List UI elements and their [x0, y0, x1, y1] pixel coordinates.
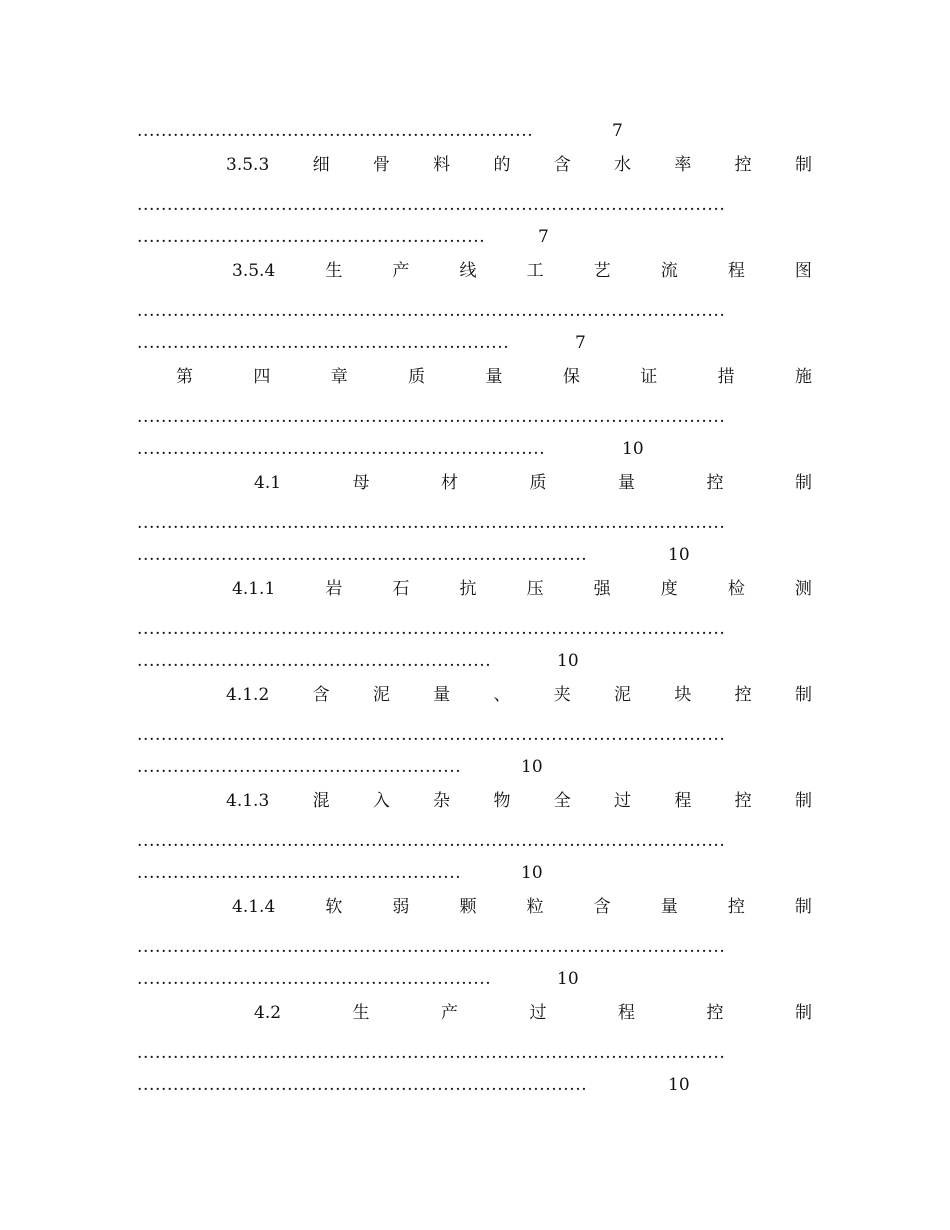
title-char: 量 — [617, 473, 635, 493]
page-number: 10 — [668, 545, 690, 565]
toc-entry-title — [0, 680, 950, 710]
title-char: 艺 — [593, 261, 611, 281]
dot-leader: ...................................................... — [137, 863, 462, 883]
page-number: 10 — [668, 1075, 690, 1095]
title-char: 强 — [593, 579, 611, 599]
toc-leader-line — [0, 434, 950, 464]
toc-entry-title — [0, 150, 950, 180]
toc-entry-title — [0, 892, 950, 922]
title-char: 线 — [459, 261, 477, 281]
toc-leader-line — [0, 508, 950, 538]
title-char: 杂 — [433, 791, 451, 811]
toc-entry-title — [0, 786, 950, 816]
title-char: 料 — [433, 155, 451, 175]
dot-leader: ...................................................... — [137, 757, 462, 777]
title-char: 过 — [529, 1003, 547, 1023]
toc-entry-title — [0, 256, 950, 286]
title-char: 控 — [734, 155, 752, 175]
title-char: 措 — [717, 367, 735, 387]
toc-entry-title — [0, 574, 950, 604]
toc-continuation-line — [0, 116, 950, 146]
title-char: 软 — [325, 897, 343, 917]
title-char: 抗 — [459, 579, 477, 599]
page-number: 10 — [521, 757, 543, 777]
title-char: 制 — [794, 791, 812, 811]
toc-leader-line — [0, 826, 950, 856]
title-char: 控 — [734, 685, 752, 705]
toc-leader-line — [0, 1038, 950, 1068]
title-char: 粒 — [526, 897, 544, 917]
title-char: 控 — [706, 1003, 724, 1023]
title-char: 保 — [562, 367, 580, 387]
title-char: 细 — [312, 155, 330, 175]
title-char: 证 — [640, 367, 658, 387]
title-char: 程 — [674, 791, 692, 811]
section-number: 4.1.2 — [226, 685, 270, 705]
title-char: 检 — [727, 579, 745, 599]
toc-leader-line — [0, 540, 950, 570]
section-number: 4.2 — [254, 1003, 282, 1023]
page-number: 10 — [622, 439, 644, 459]
title-char: 物 — [493, 791, 511, 811]
title-char: 控 — [706, 473, 724, 493]
page-number: 7 — [575, 333, 586, 353]
section-number: 4.1.3 — [226, 791, 270, 811]
section-number: 4.1 — [254, 473, 282, 493]
dot-leader: .................................................................................................. — [137, 407, 726, 427]
title-char: 程 — [617, 1003, 635, 1023]
dot-leader: ........................................................................... — [137, 545, 588, 565]
title-char: 水 — [614, 155, 632, 175]
toc-leader-line — [0, 296, 950, 326]
dot-leader: .................................................................................................. — [137, 1043, 726, 1063]
dot-leader: .................................................................................................. — [137, 725, 726, 745]
title-char: 测 — [794, 579, 812, 599]
title-char: 弱 — [392, 897, 410, 917]
page-number: 10 — [521, 863, 543, 883]
toc-leader-line — [0, 402, 950, 432]
toc-leader-line — [0, 222, 950, 252]
toc-entry-title — [0, 468, 950, 498]
title-char: 岩 — [325, 579, 343, 599]
toc-leader-line — [0, 752, 950, 782]
title-char: 质 — [408, 367, 426, 387]
title-char: 产 — [441, 1003, 459, 1023]
title-char: 颗 — [459, 897, 477, 917]
title-char: 制 — [794, 897, 812, 917]
toc-leader-line — [0, 1070, 950, 1100]
title-char: 控 — [727, 897, 745, 917]
dot-leader: ........................................................................... — [137, 1075, 588, 1095]
title-char: 含 — [593, 897, 611, 917]
title-char: 量 — [433, 685, 451, 705]
title-char: 质 — [529, 473, 547, 493]
title-char: 控 — [734, 791, 752, 811]
section-number: 3.5.4 — [232, 261, 276, 281]
dot-leader: .................................................................................................. — [137, 937, 726, 957]
title-char: 入 — [372, 791, 390, 811]
toc-leader-line — [0, 932, 950, 962]
title-char: 制 — [794, 473, 812, 493]
dot-leader: .................................................................................................. — [137, 301, 726, 321]
toc-entry-title — [0, 362, 950, 392]
title-char: 夹 — [553, 685, 571, 705]
title-char: 流 — [660, 261, 678, 281]
title-char: 过 — [614, 791, 632, 811]
title-char: 制 — [794, 685, 812, 705]
title-char: 章 — [330, 367, 348, 387]
title-char: 压 — [526, 579, 544, 599]
dot-leader: .................................................................... — [137, 439, 546, 459]
toc-leader-line — [0, 964, 950, 994]
title-char: 母 — [352, 473, 370, 493]
title-char: 图 — [794, 261, 812, 281]
dot-leader: .............................................................. — [137, 333, 510, 353]
toc-leader-line — [0, 720, 950, 750]
title-char: 第 — [176, 367, 193, 387]
title-char: 制 — [794, 1003, 812, 1023]
title-char: 材 — [441, 473, 459, 493]
title-char: 工 — [526, 261, 544, 281]
dot-leader: .................................................................................................. — [137, 513, 726, 533]
title-char: 制 — [794, 155, 812, 175]
toc-leader-line — [0, 190, 950, 220]
dot-leader: ........................................................... — [137, 651, 492, 671]
dot-leader: .................................................................................................. — [137, 831, 726, 851]
title-char: 生 — [325, 261, 343, 281]
toc-leader-line — [0, 614, 950, 644]
title-char: 泥 — [614, 685, 632, 705]
dot-leader: .................................................................. — [137, 121, 534, 141]
dot-leader: .................................................................................................. — [137, 195, 726, 215]
page-number: 7 — [538, 227, 549, 247]
toc-entry-title — [0, 998, 950, 1028]
section-number: 3.5.3 — [226, 155, 270, 175]
title-char: 的 — [493, 155, 511, 175]
page-number: 7 — [612, 121, 623, 141]
title-char: 全 — [553, 791, 571, 811]
title-char: 率 — [674, 155, 692, 175]
toc-leader-line — [0, 858, 950, 888]
section-number: 4.1.4 — [232, 897, 276, 917]
title-char: 量 — [660, 897, 678, 917]
title-char: 、 — [493, 685, 511, 705]
dot-leader: .......................................................... — [137, 227, 486, 247]
title-char: 块 — [674, 685, 692, 705]
title-char: 量 — [485, 367, 503, 387]
title-char: 泥 — [372, 685, 390, 705]
title-char: 程 — [727, 261, 745, 281]
title-char: 四 — [253, 367, 271, 387]
title-char: 施 — [795, 367, 812, 387]
title-char: 含 — [312, 685, 330, 705]
title-char: 骨 — [372, 155, 390, 175]
section-number: 4.1.1 — [232, 579, 276, 599]
title-char: 含 — [553, 155, 571, 175]
page-number: 10 — [557, 969, 579, 989]
title-char: 度 — [660, 579, 678, 599]
toc-leader-line — [0, 646, 950, 676]
title-char: 生 — [352, 1003, 370, 1023]
page-number: 10 — [557, 651, 579, 671]
dot-leader: ........................................................... — [137, 969, 492, 989]
title-char: 混 — [312, 791, 330, 811]
title-char: 产 — [392, 261, 410, 281]
toc-leader-line — [0, 328, 950, 358]
dot-leader: .................................................................................................. — [137, 619, 726, 639]
title-char: 石 — [392, 579, 410, 599]
